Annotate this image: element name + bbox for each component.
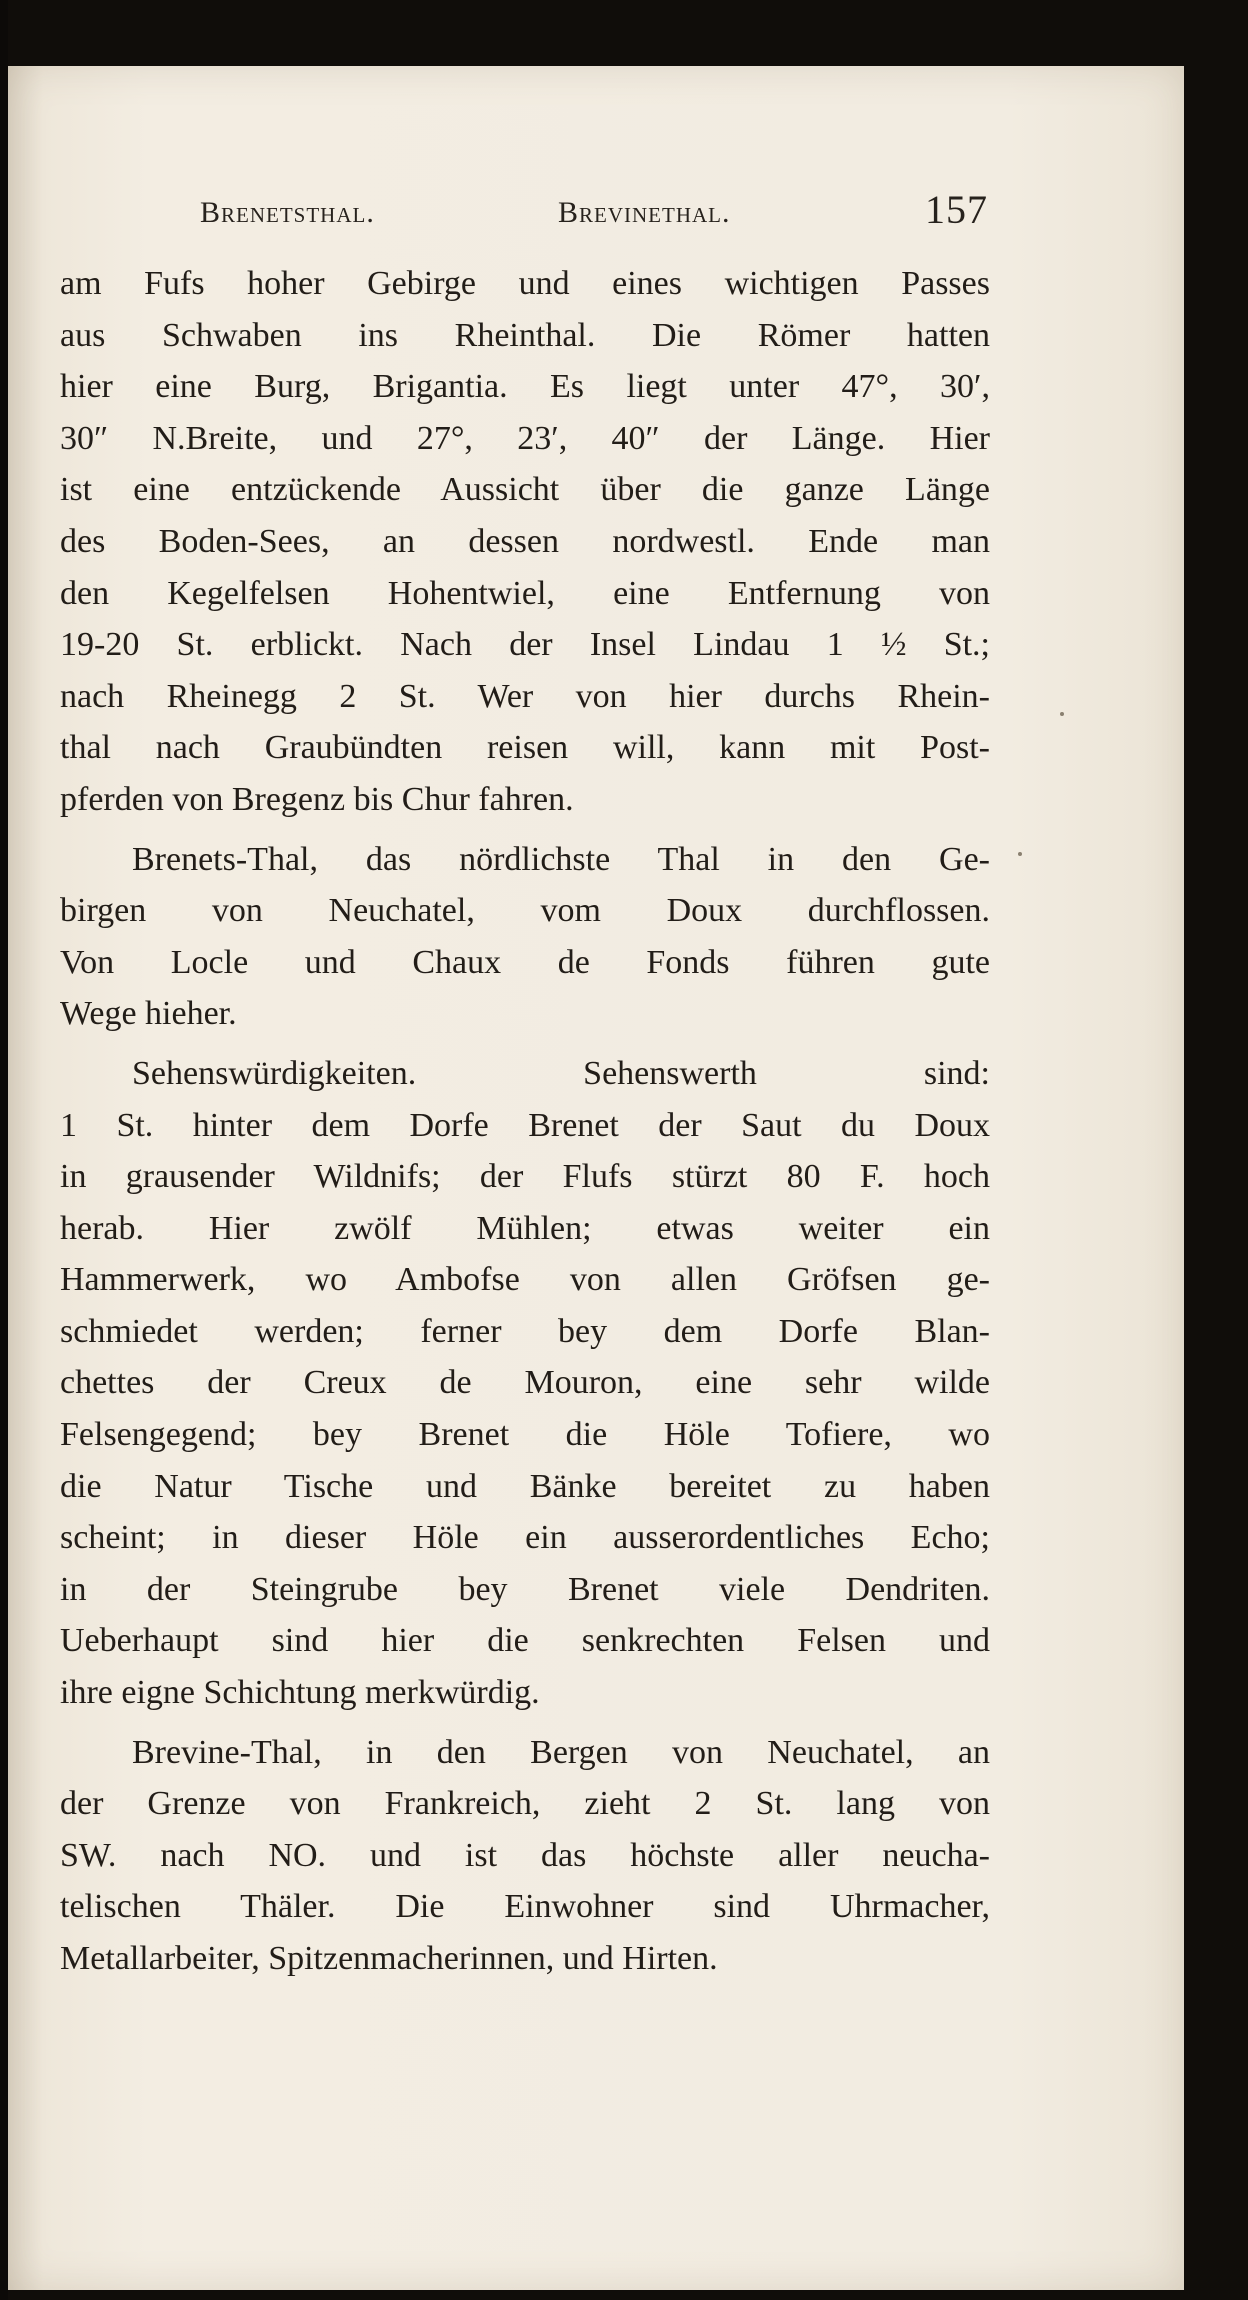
text-line: nach Rheinegg 2 St. Wer von hier durchs Rhein-	[60, 677, 990, 715]
text-line: Sehenswürdigkeiten. Sehenswerth sind:	[132, 1054, 990, 1092]
text-line: 19-20 St. erblickt. Nach der Insel Lindau 1 ½ St.;	[60, 626, 990, 664]
text-line: Metallarbeiter, Spitzenmacherinnen, und Hirten.	[60, 1940, 718, 1977]
header-left: Brenetsthal.	[200, 196, 375, 229]
text-line: ihre eigne Schichtung merkwürdig.	[60, 1674, 540, 1712]
text-line: Felsengegend; bey Brenet die Höle Tofiere, wo	[60, 1416, 990, 1454]
text-line: herab. Hier zwölf Mühlen; etwas weiter ein	[60, 1209, 990, 1247]
paper-speck	[1060, 712, 1064, 716]
text-line: 1 St. hinter dem Dorfe Brenet der Saut du Doux	[60, 1106, 990, 1144]
text-line: am Fufs hoher Gebirge und eines wichtigen Passes	[60, 265, 990, 302]
text-line: Brenets-Thal, das nördlichste Thal in den Ge-	[132, 840, 990, 878]
text-line: chettes der Creux de Mouron, eine sehr wilde	[60, 1364, 990, 1402]
text-line: aus Schwaben ins Rheinthal. Die Römer hatten	[60, 316, 990, 354]
text-line: Brevine-Thal, in den Bergen von Neuchatel, an	[132, 1733, 990, 1771]
header-mid: Brevinethal.	[558, 196, 731, 229]
text-line: Von Locle und Chaux de Fonds führen gute	[60, 943, 990, 981]
text-line: des Boden-Sees, an dessen nordwestl. Ende man	[60, 522, 990, 560]
text-line: Wege hieher.	[60, 995, 237, 1033]
text-line: birgen von Neuchatel, vom Doux durchflossen.	[60, 892, 990, 930]
text-line: den Kegelfelsen Hohentwiel, eine Entfernung von	[60, 574, 990, 612]
page-number: 157	[925, 187, 988, 232]
body-text	[60, 258, 990, 1985]
text-line: 30″ N.Breite, und 27°, 23′, 40″ der Länge. Hier	[60, 419, 990, 457]
text-line: Hammerwerk, wo Ambofse von allen Gröfsen ge-	[60, 1261, 990, 1299]
paper-speck	[1018, 852, 1022, 856]
running-header	[200, 186, 1000, 246]
text-line: scheint; in dieser Höle ein ausserordentliches Echo;	[60, 1519, 990, 1557]
text-line: hier eine Burg, Brigantia. Es liegt unter 47°, 30′,	[60, 368, 990, 406]
scan-edge	[0, 0, 8, 2300]
text-line: der Grenze von Frankreich, zieht 2 St. lang von	[60, 1785, 990, 1823]
text-line: die Natur Tische und Bänke bereitet zu haben	[60, 1467, 990, 1505]
text-line: SW. nach NO. und ist das höchste aller neucha-	[60, 1836, 990, 1874]
text-line: telischen Thäler. Die Einwohner sind Uhrmacher,	[60, 1888, 990, 1926]
text-line: thal nach Graubündten reisen will, kann mit Post-	[60, 729, 990, 767]
text-line: in grausender Wildnifs; der Flufs stürzt 80 F. hoch	[60, 1158, 990, 1196]
text-line: in der Steingrube bey Brenet viele Dendriten.	[60, 1570, 990, 1608]
text-line: pferden von Bregenz bis Chur fahren.	[60, 780, 574, 818]
text-line: Ueberhaupt sind hier die senkrechten Felsen und	[60, 1622, 990, 1660]
text-line: ist eine entzückende Aussicht über die ganze Länge	[60, 471, 990, 509]
text-line: schmiedet werden; ferner bey dem Dorfe Blan-	[60, 1312, 990, 1350]
